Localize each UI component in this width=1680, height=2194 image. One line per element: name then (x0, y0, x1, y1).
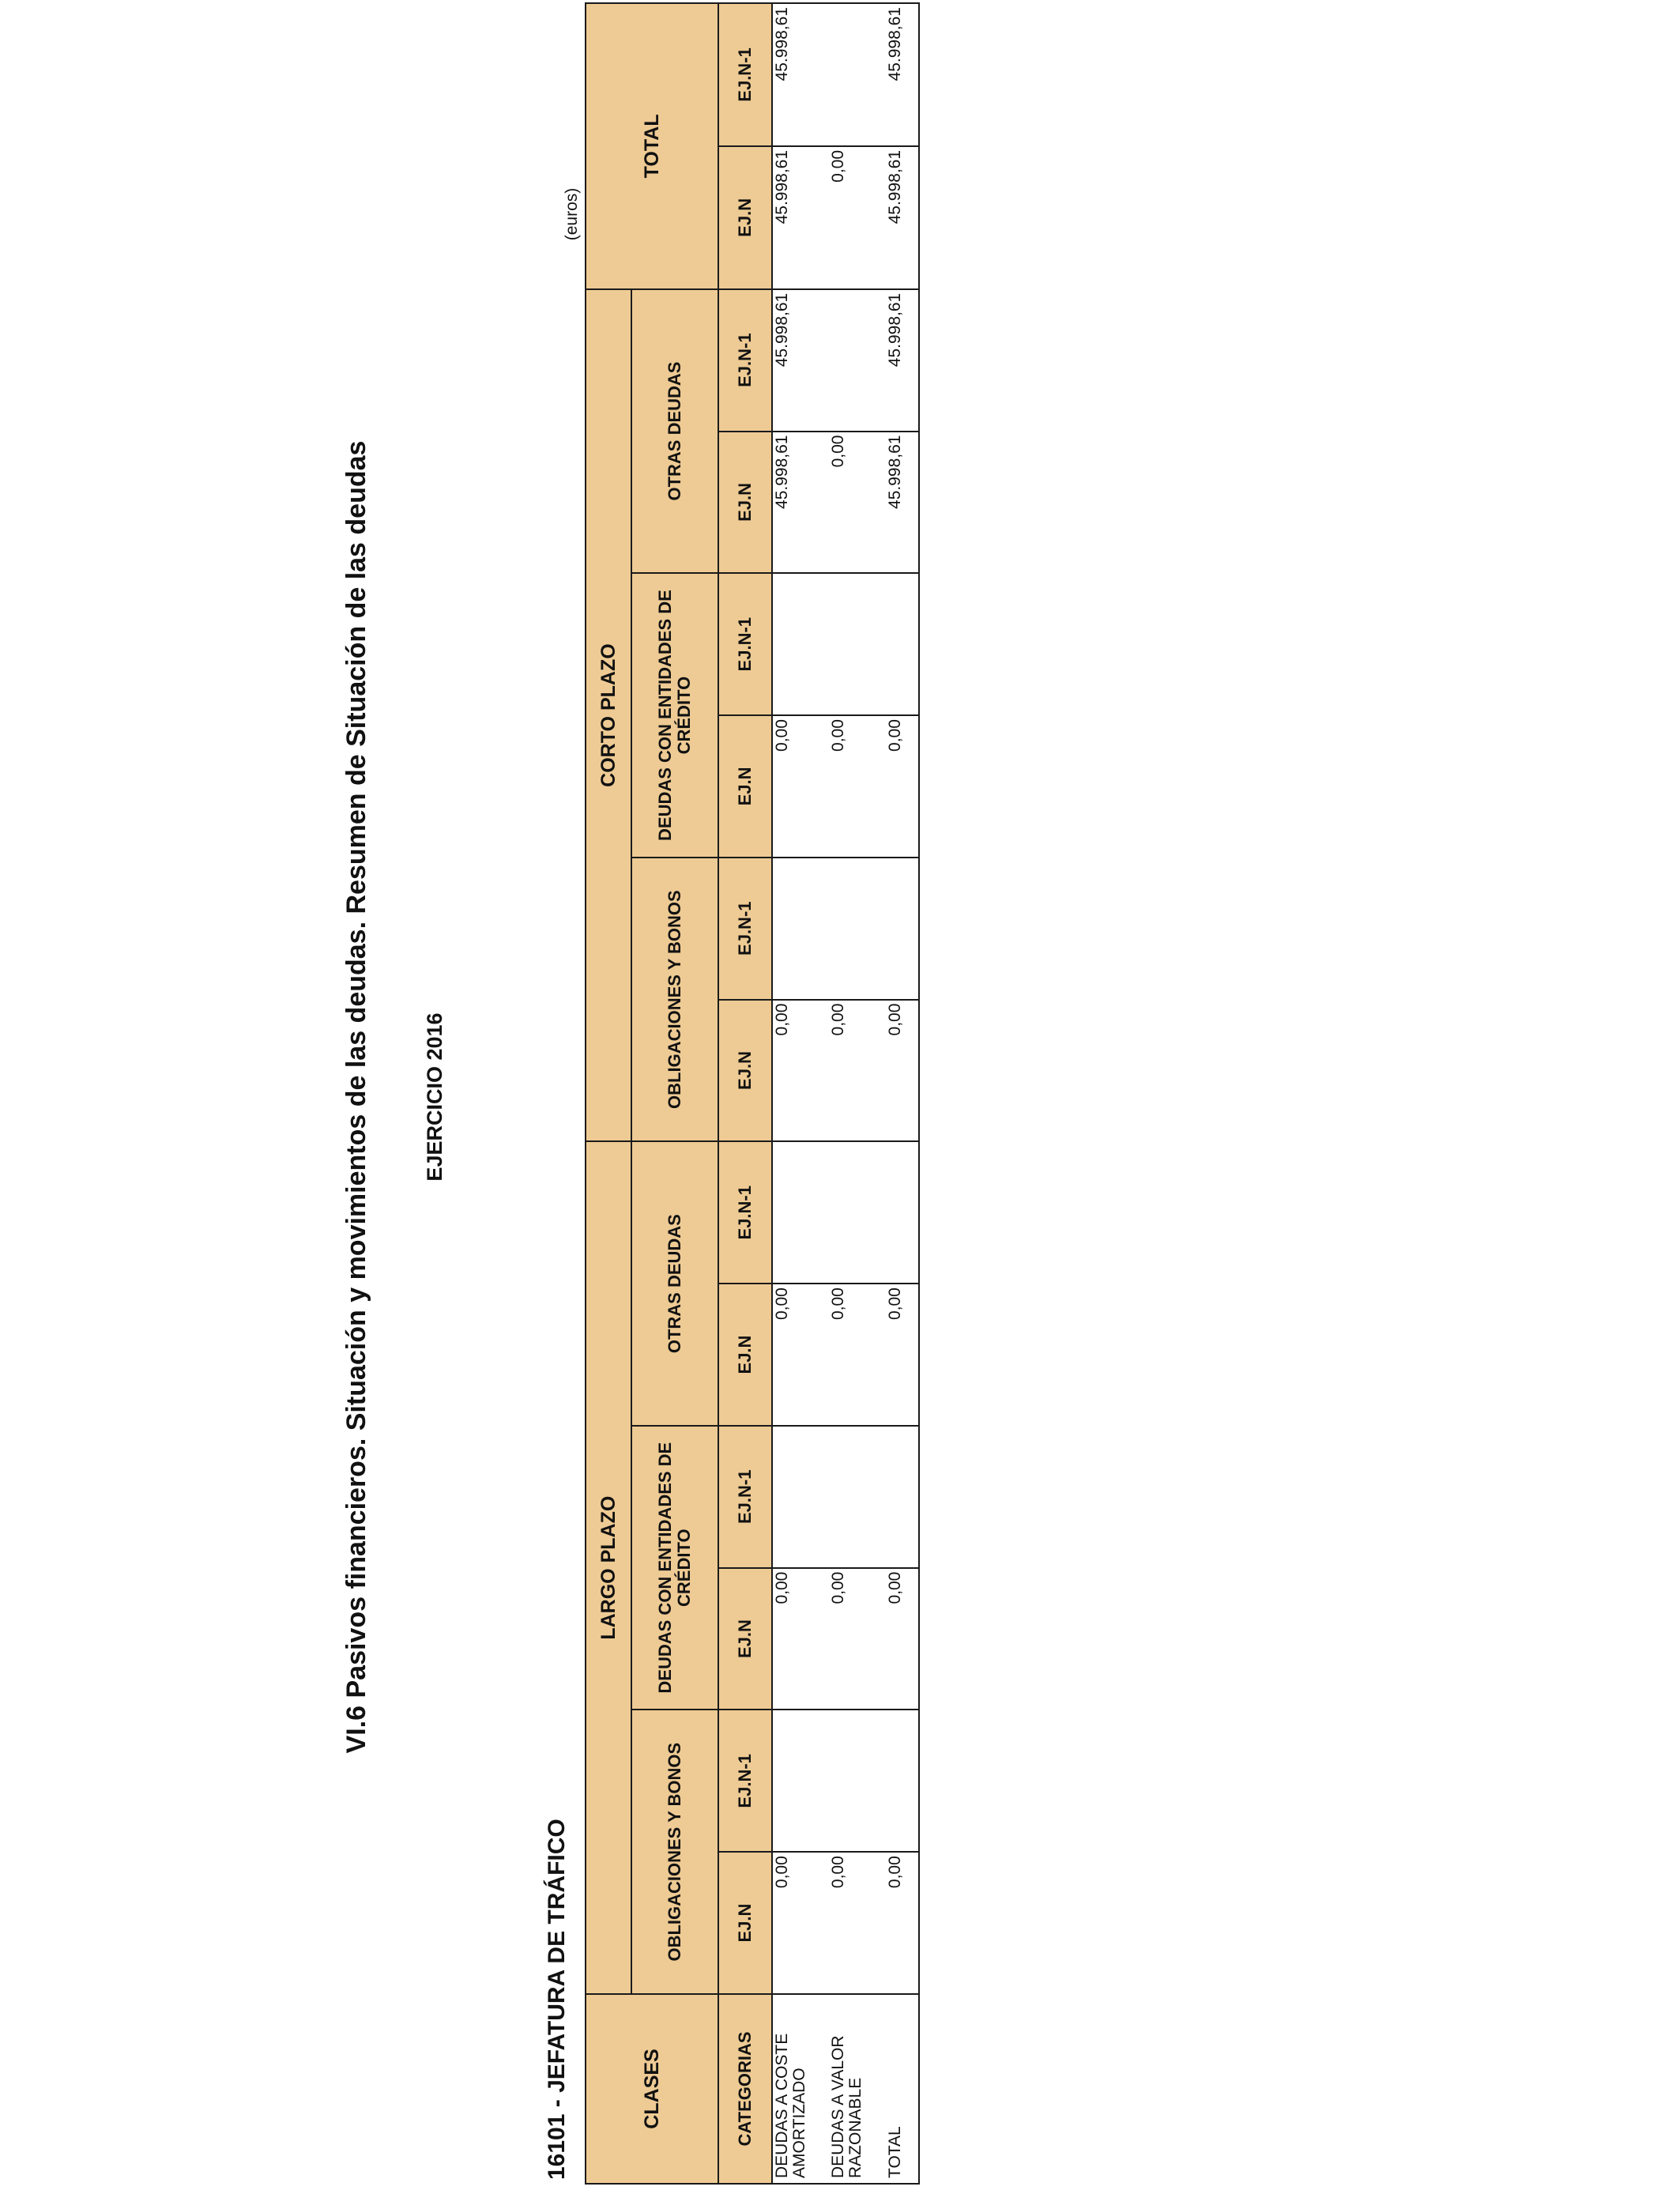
ej-n1-header: EJ.N-1 (718, 1710, 772, 1852)
ej-n1-header: EJ.N-1 (718, 289, 772, 432)
category-label: DEUDAS A COSTE AMORTIZADO (772, 1994, 829, 2184)
table-cell: 45.998,61 (772, 146, 829, 289)
table-cell: 0,00 (829, 1000, 886, 1142)
units-label: (euros) (563, 187, 581, 241)
ej-n-header: EJ.N (718, 1000, 772, 1142)
table-cell: 45.998,61 (886, 432, 919, 574)
lp-otras-header: OTRAS DEUDAS (631, 1141, 718, 1426)
table-row (886, 3, 919, 2184)
exercise-year: EJERCICIO 2016 (423, 1012, 446, 1182)
lp-entidades-header: DEUDAS CON ENTIDADES DE CRÉDITO (631, 1426, 718, 1710)
ej-n1-header: EJ.N-1 (718, 3, 772, 146)
table-cell: 0,00 (772, 1568, 829, 1710)
ej-n1-header: EJ.N-1 (718, 1141, 772, 1284)
table-cell (886, 1710, 919, 1852)
category-label: DEUDAS A VALOR RAZONABLE (829, 1994, 886, 2184)
table-row (829, 3, 886, 2184)
category-label: TOTAL (886, 1994, 919, 2184)
table-cell: 0,00 (886, 1568, 919, 1710)
entity-name: 16101 - JEFATURA DE TRÁFICO (544, 1819, 570, 2180)
table-cell: 0,00 (772, 1000, 829, 1142)
ej-n-header: EJ.N (718, 146, 772, 289)
table-cell (772, 1141, 829, 1284)
table-cell: 0,00 (886, 715, 919, 858)
table-cell: 0,00 (829, 146, 886, 289)
table-row (772, 3, 829, 2184)
table-cell (886, 1141, 919, 1284)
table-cell: 45.998,61 (886, 289, 919, 432)
table-cell (772, 858, 829, 1000)
table-cell: 0,00 (886, 1852, 919, 1994)
header-row-terms (586, 3, 631, 2184)
ej-n-header: EJ.N (718, 1568, 772, 1710)
table-cell: 45.998,61 (886, 3, 919, 146)
table-cell (772, 1710, 829, 1852)
table-cell: 0,00 (772, 1284, 829, 1426)
table-cell (829, 858, 886, 1000)
table-cell: 0,00 (886, 1000, 919, 1142)
table-cell (829, 289, 886, 432)
lp-obligaciones-header: OBLIGACIONES Y BONOS (631, 1710, 718, 1994)
table-cell: 0,00 (772, 1852, 829, 1994)
ej-n-header: EJ.N (718, 432, 772, 574)
table-cell: 45.998,61 (772, 289, 829, 432)
cp-entidades-header: DEUDAS CON ENTIDADES DE CRÉDITO (631, 573, 718, 858)
table-cell (886, 1426, 919, 1568)
table-cell: 0,00 (829, 1852, 886, 1994)
total-header: TOTAL (586, 3, 718, 289)
table-cell (829, 573, 886, 715)
corto-plazo-header: CORTO PLAZO (586, 289, 631, 1142)
table-cell (829, 1426, 886, 1568)
table-cell (829, 1710, 886, 1852)
categorias-header: CATEGORIAS (718, 1994, 772, 2184)
ej-n-header: EJ.N (718, 715, 772, 858)
table-cell: 0,00 (829, 1568, 886, 1710)
ej-n1-header: EJ.N-1 (718, 858, 772, 1000)
table-cell: 0,00 (829, 432, 886, 574)
ej-n-header: EJ.N (718, 1852, 772, 1994)
table-cell (886, 573, 919, 715)
table-cell: 45.998,61 (772, 3, 829, 146)
cp-otras-header: OTRAS DEUDAS (631, 289, 718, 574)
largo-plazo-header: LARGO PLAZO (586, 1141, 631, 1994)
table-cell (829, 3, 886, 146)
ej-n1-header: EJ.N-1 (718, 1426, 772, 1568)
cp-obligaciones-header: OBLIGACIONES Y BONOS (631, 858, 718, 1142)
ej-n1-header: EJ.N-1 (718, 573, 772, 715)
table-cell: 0,00 (829, 1284, 886, 1426)
header-row-exercises (718, 3, 772, 2184)
table-cell (829, 1141, 886, 1284)
page-title: VI.6 Pasivos financieros. Situación y movimientos de las deudas. Resumen de Situación de las deudas (341, 440, 371, 1754)
ej-n-header: EJ.N (718, 1284, 772, 1426)
table-cell: 45.998,61 (886, 146, 919, 289)
table-cell: 0,00 (772, 715, 829, 858)
table-cell (772, 1426, 829, 1568)
clases-header: CLASES (586, 1994, 718, 2184)
table-cell: 45.998,61 (772, 432, 829, 574)
table-cell: 0,00 (829, 715, 886, 858)
table-cell: 0,00 (886, 1284, 919, 1426)
header-row-types (631, 3, 718, 2184)
debt-summary-table (585, 2, 920, 2185)
table-cell (886, 858, 919, 1000)
table-cell (772, 573, 829, 715)
